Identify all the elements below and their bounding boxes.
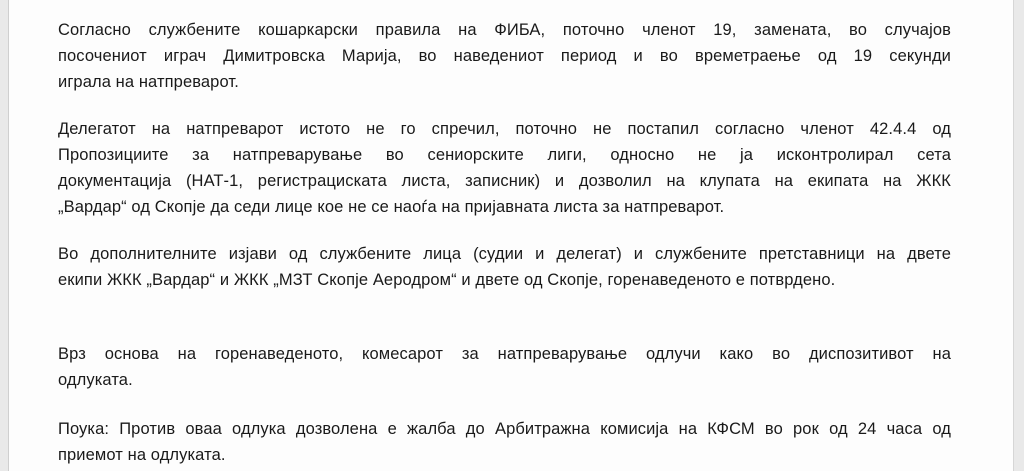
text-line: екипи ЖКК „Вардар“ и ЖКК „МЗТ Скопје Аеродром“ и двете од Скопје, горенаведеното е потврдено. [58,271,836,289]
text-line: приемот на одлуката. [58,446,226,464]
text-line: Делегатот на натпреварот истото не го спречил, поточно не постапил согласно членот 42.4.4 од [58,120,951,138]
document-page [8,0,1014,471]
paragraph-fiba-rule [58,17,951,95]
paragraph-statements [58,241,951,293]
text-line: играла на натпреварот. [58,73,239,91]
text-line: документација (НАТ-1, регистрациската листа, записник) и дозволил на клупата на екипата на ЖКК [58,172,951,190]
text-line: одлуката. [58,371,133,389]
text-line: Согласно службените кошаркарски правила на ФИБА, поточно членот 19, замената, во случајов [58,21,951,39]
text-line: посочениот играч Димитровска Марија, во наведениот период и во времетраење од 19 секунди [58,47,951,65]
text-line: Врз основа на горенаведеното, комесарот за натпреварување одлучи како во диспозитивот на [58,345,951,363]
paragraph-delegate [58,116,951,220]
paragraph-appeal-notice [58,416,951,468]
text-line: Поука: Против оваа одлука дозволена е жалба до Арбитражна комисија на КФСМ во рок од 24 часа од [58,420,951,438]
text-line: „Вардар“ од Скопје да седи лице кое не се наоѓа на пријавната листа за натпреварот. [58,198,725,216]
text-line: Пропозициите за натпреварување во сениорските лиги, односно не ја исконтролирал сета [58,146,951,164]
paragraph-decision [58,341,951,393]
text-line: Во дополнителните изјави од службените лица (судии и делегат) и службените претставници на двете [58,245,951,263]
